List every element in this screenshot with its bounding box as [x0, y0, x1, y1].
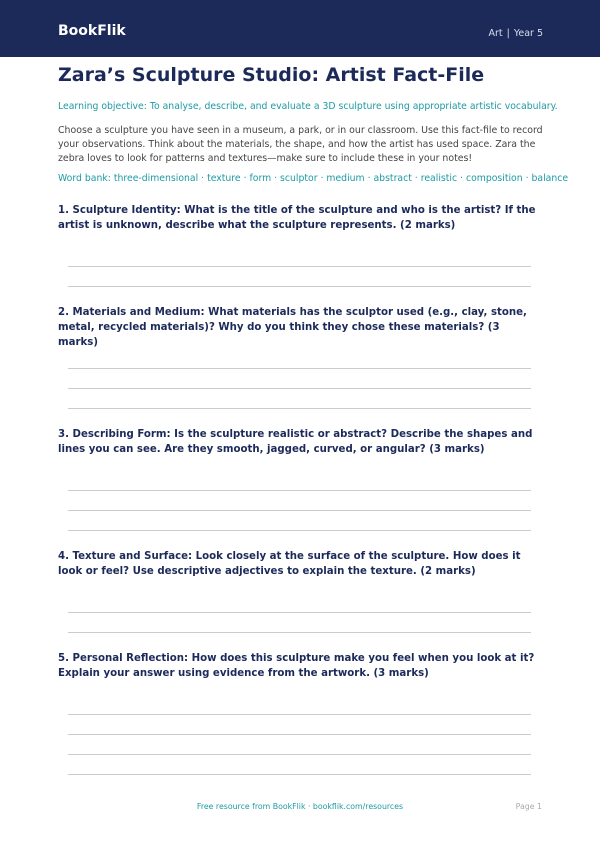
answer-line[interactable] — [68, 266, 531, 267]
brand-logo: BookFlik — [58, 23, 126, 39]
question-5: 5. Personal Reflection: How does this sculpture make you feel when you look at it? Explain your answer using evidence from the artwork. (3 marks) — [58, 653, 535, 679]
intro-paragraph: Choose a sculpture you have seen in a museum, a park, or in our classroom. Use this fact-file to record your observations. Think about the materials, the shape, and how the artist has used space. Zara the zebra loves to look for patterns and textures—make sure to include these in your notes! — [58, 125, 543, 164]
learning-objective: Learning objective: To analyse, describe, and evaluate a 3D sculpture using appropriate artistic vocabulary. — [58, 101, 558, 112]
answer-line[interactable] — [68, 530, 531, 531]
footer-credit: Free resource from BookFlik · bookflik.com/resources — [196, 802, 404, 811]
subject-year-label — [488, 28, 543, 39]
answer-line[interactable] — [68, 774, 531, 775]
answer-line[interactable] — [68, 388, 531, 389]
subject-label: Art — [488, 28, 503, 39]
answer-line[interactable] — [68, 490, 531, 491]
question-2: 2. Materials and Medium: What materials has the sculptor used (e.g., clay, stone, metal, recycled materials)? Why do you think they chose these materials? (3 marks) — [58, 307, 527, 348]
answer-line[interactable] — [68, 714, 531, 715]
answer-line[interactable] — [68, 632, 531, 633]
question-3: 3. Describing Form: Is the sculpture realistic or abstract? Describe the shapes and lines you can see. Are they smooth, jagged, curved, or angular? (3 marks) — [58, 429, 533, 455]
answer-line[interactable] — [68, 510, 531, 511]
page-number: Page 1 — [515, 802, 542, 811]
page-title: Zara’s Sculpture Studio: Artist Fact-File — [58, 64, 485, 86]
question-1: 1. Sculpture Identity: What is the title of the sculpture and who is the artist? If the artist is unknown, describe what the sculpture represents. (2 marks) — [58, 205, 536, 231]
header-bar — [0, 0, 600, 57]
question-4: 4. Texture and Surface: Look closely at the surface of the sculpture. How does it look or feel? Use descriptive adjectives to explain the texture. (2 marks) — [58, 551, 521, 577]
year-label: Year 5 — [513, 28, 543, 39]
answer-line[interactable] — [68, 408, 531, 409]
answer-line[interactable] — [68, 612, 531, 613]
answer-line[interactable] — [68, 286, 531, 287]
meta-separator: | — [506, 28, 510, 39]
answer-line[interactable] — [68, 754, 531, 755]
word-bank: Word bank: three-dimensional · texture · form · sculptor · medium · abstract · realistic · composition · balance — [58, 173, 569, 184]
answer-line[interactable] — [68, 734, 531, 735]
answer-line[interactable] — [68, 368, 531, 369]
